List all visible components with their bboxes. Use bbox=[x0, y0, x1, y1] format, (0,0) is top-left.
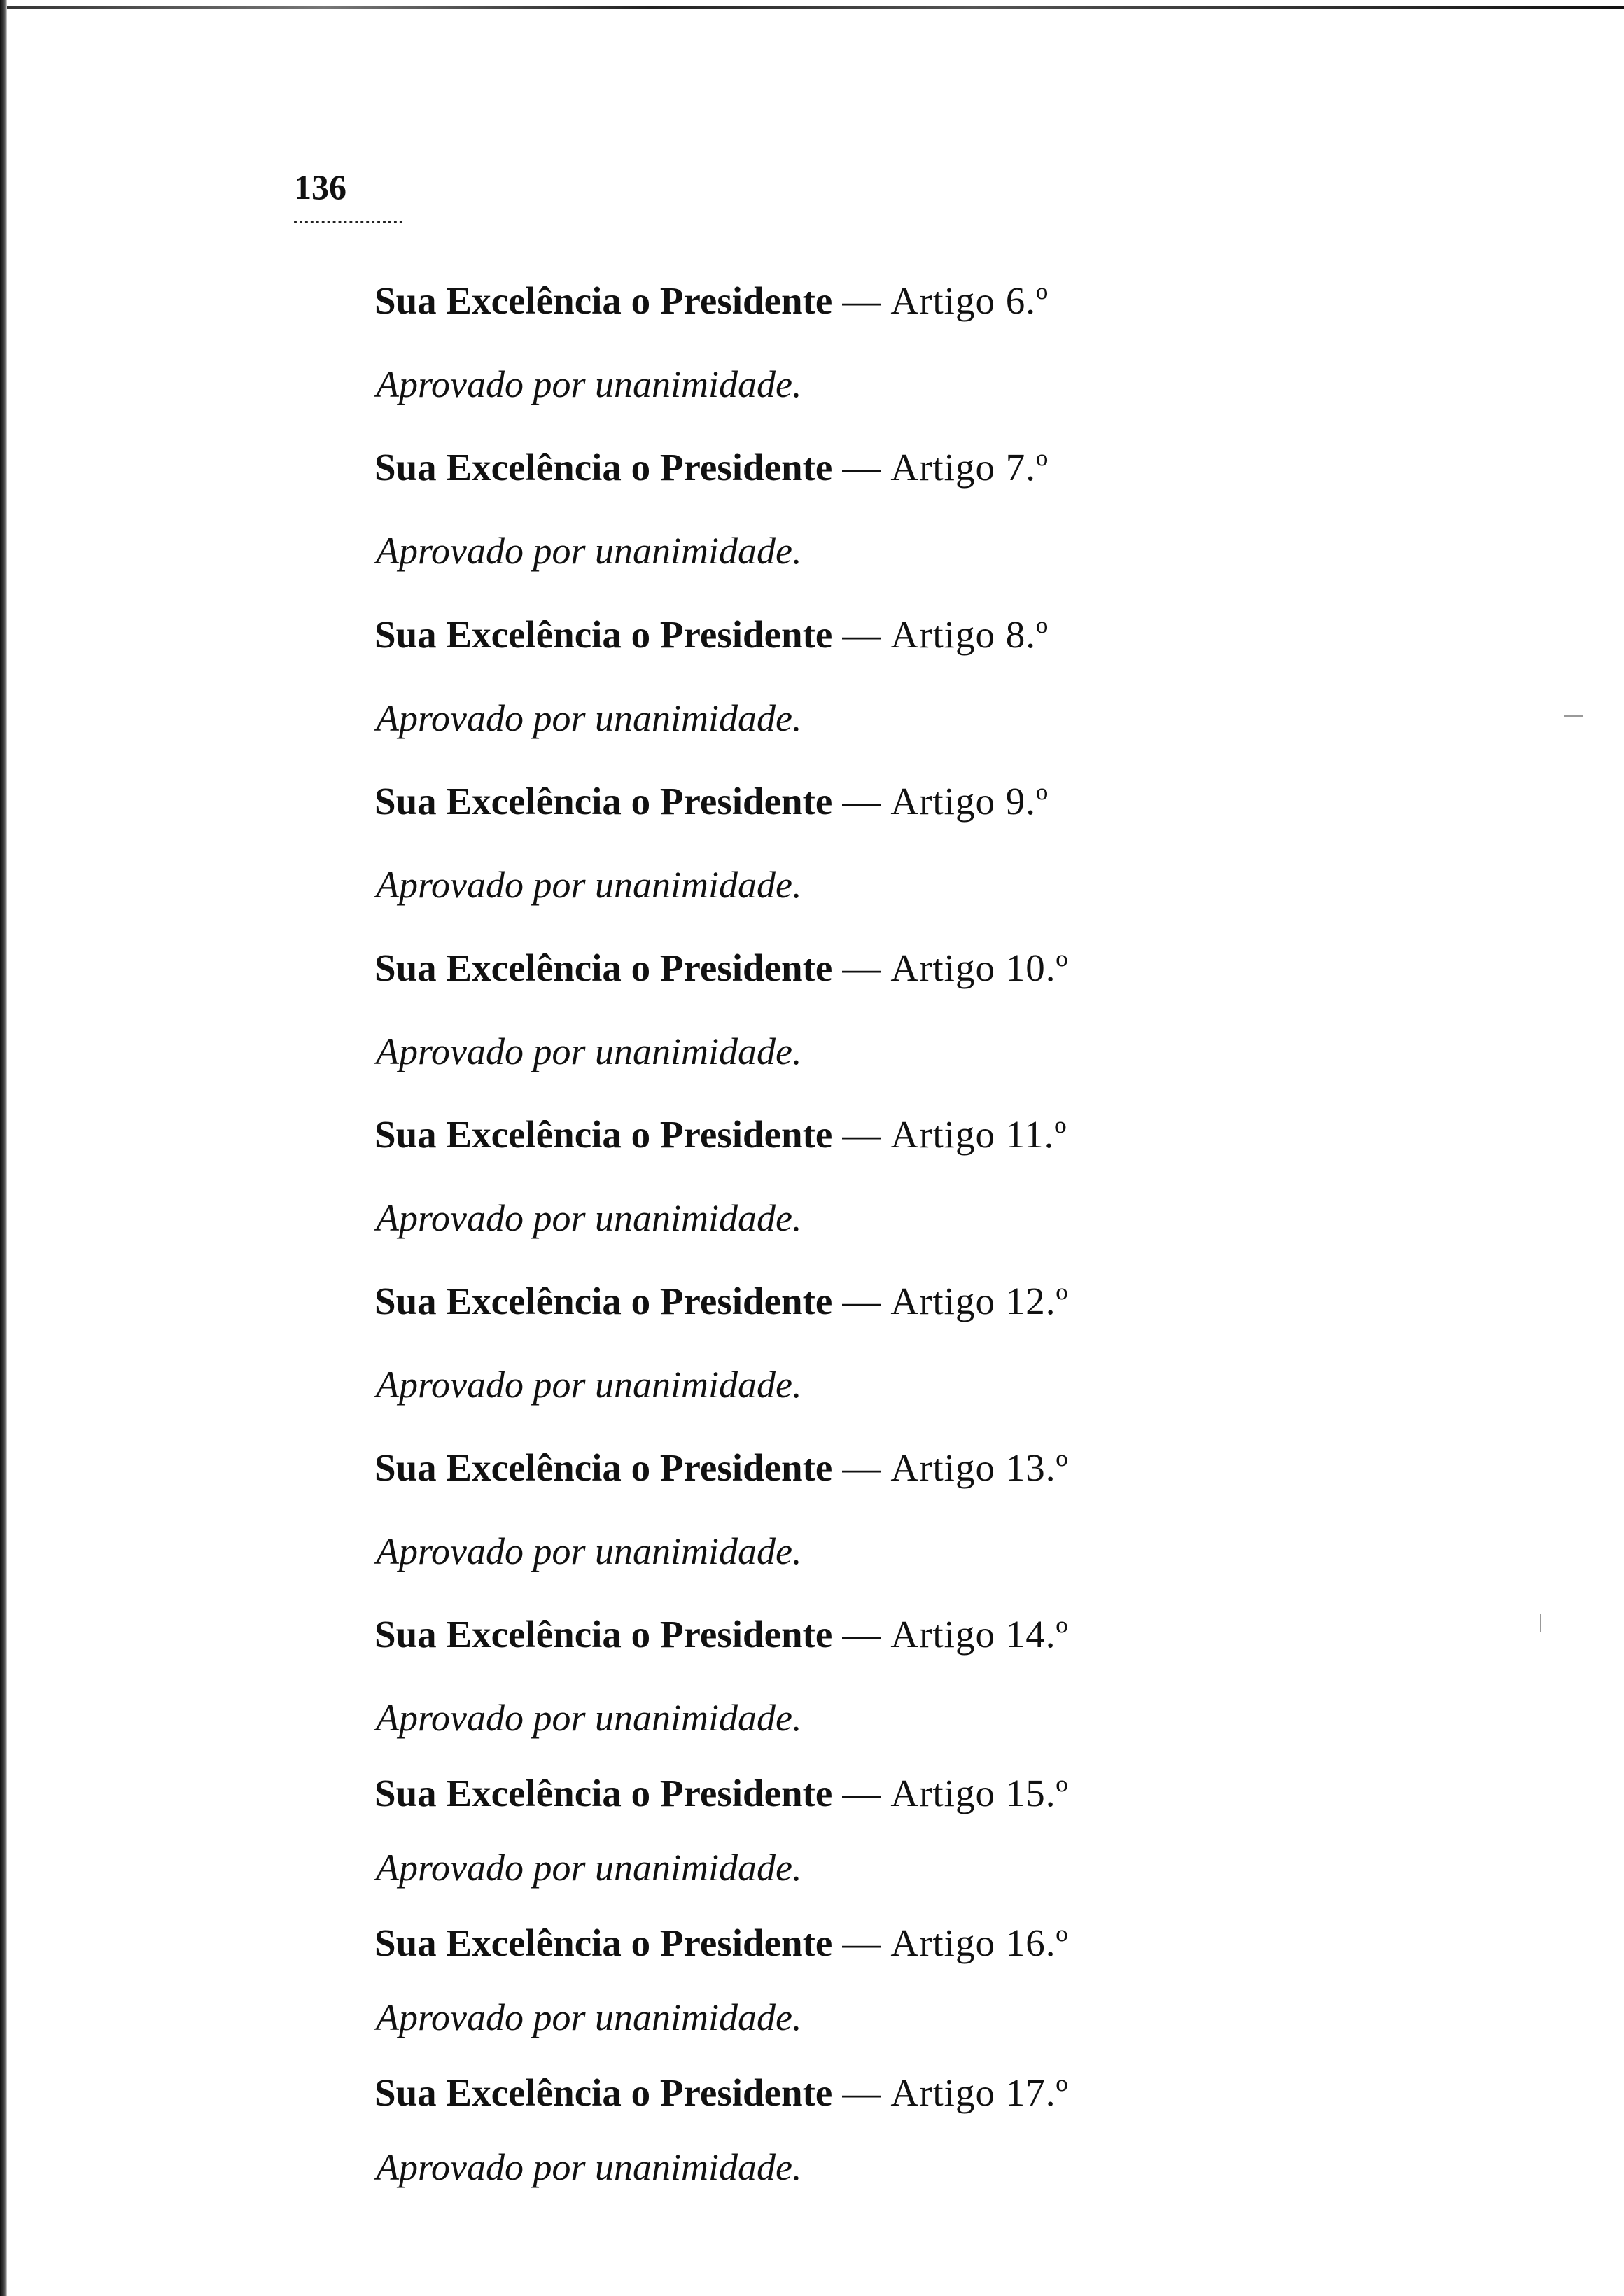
speaker-line bbox=[374, 948, 1069, 987]
speaker-name: Sua Excelência o Presidente bbox=[374, 1921, 833, 1964]
article-number: Artigo 15.º bbox=[890, 1772, 1069, 1814]
speaker-name: Sua Excelência o Presidente bbox=[374, 1772, 833, 1814]
speaker-line bbox=[374, 1921, 1069, 1964]
margin-speck bbox=[1540, 1614, 1541, 1632]
vote-result: Aprovado por unanimidade. bbox=[376, 1697, 802, 1739]
article-number: Artigo 17.º bbox=[890, 2071, 1069, 2114]
margin-speck bbox=[1564, 715, 1583, 717]
vote-result: Aprovado por unanimidade. bbox=[376, 1996, 802, 2038]
page-top-edge bbox=[0, 6, 1624, 9]
em-dash: — bbox=[842, 946, 881, 989]
speaker-line bbox=[374, 1774, 1069, 1812]
speaker-name: Sua Excelência o Presidente bbox=[374, 2071, 833, 2114]
speaker-name: Sua Excelência o Presidente bbox=[374, 780, 833, 822]
em-dash: — bbox=[842, 1446, 881, 1489]
em-dash: — bbox=[842, 1113, 881, 1156]
speaker-line bbox=[374, 446, 1049, 489]
speaker-name: Sua Excelência o Presidente bbox=[374, 1613, 833, 1656]
article-number: Artigo 12.º bbox=[890, 1280, 1069, 1322]
em-dash: — bbox=[842, 2071, 881, 2114]
speaker-name: Sua Excelência o Presidente bbox=[374, 946, 833, 989]
speaker-line bbox=[374, 1115, 1067, 1154]
speaker-name: Sua Excelência o Presidente bbox=[374, 1113, 833, 1156]
speaker-name: Sua Excelência o Presidente bbox=[374, 446, 833, 489]
speaker-line bbox=[374, 615, 1049, 654]
vote-result: Aprovado por unanimidade. bbox=[376, 1364, 802, 1406]
vote-result: Aprovado por unanimidade. bbox=[376, 2146, 802, 2188]
vote-result: Aprovado por unanimidade. bbox=[376, 1847, 802, 1889]
article-number: Artigo 16.º bbox=[890, 1921, 1069, 1964]
em-dash: — bbox=[842, 780, 881, 822]
article-number: Artigo 10.º bbox=[890, 946, 1069, 989]
article-number: Artigo 13.º bbox=[890, 1446, 1069, 1489]
em-dash: — bbox=[842, 446, 881, 489]
article-number: Artigo 14.º bbox=[890, 1613, 1069, 1656]
article-number: Artigo 7.º bbox=[890, 446, 1049, 489]
article-number: Artigo 9.º bbox=[890, 780, 1049, 822]
vote-result: Aprovado por unanimidade. bbox=[376, 864, 802, 906]
speaker-line bbox=[374, 1448, 1069, 1487]
em-dash: — bbox=[842, 1772, 881, 1814]
vote-result: Aprovado por unanimidade. bbox=[376, 1030, 802, 1072]
speaker-name: Sua Excelência o Presidente bbox=[374, 1446, 833, 1489]
page-number: 136 bbox=[294, 167, 346, 206]
vote-result: Aprovado por unanimidade. bbox=[376, 1530, 802, 1572]
vote-result: Aprovado por unanimidade. bbox=[376, 530, 802, 572]
page-left-edge bbox=[0, 0, 7, 2296]
speaker-name: Sua Excelência o Presidente bbox=[374, 613, 833, 656]
em-dash: — bbox=[842, 613, 881, 656]
article-number: Artigo 6.º bbox=[890, 279, 1049, 322]
em-dash: — bbox=[842, 1280, 881, 1322]
speaker-line bbox=[374, 281, 1049, 320]
speaker-line bbox=[374, 782, 1049, 820]
em-dash: — bbox=[842, 279, 881, 322]
vote-result: Aprovado por unanimidade. bbox=[376, 363, 802, 405]
speaker-line bbox=[374, 2073, 1069, 2112]
article-number: Artigo 8.º bbox=[890, 613, 1049, 656]
article-number: Artigo 11.º bbox=[890, 1113, 1068, 1156]
em-dash: — bbox=[842, 1921, 881, 1964]
page-number-underline bbox=[294, 220, 402, 223]
speaker-line bbox=[374, 1613, 1069, 1656]
speaker-line bbox=[374, 1282, 1069, 1320]
vote-result: Aprovado por unanimidade. bbox=[376, 1197, 802, 1239]
vote-result: Aprovado por unanimidade. bbox=[376, 697, 802, 739]
speaker-name: Sua Excelência o Presidente bbox=[374, 279, 833, 322]
em-dash: — bbox=[842, 1613, 881, 1656]
speaker-name: Sua Excelência o Presidente bbox=[374, 1280, 833, 1322]
